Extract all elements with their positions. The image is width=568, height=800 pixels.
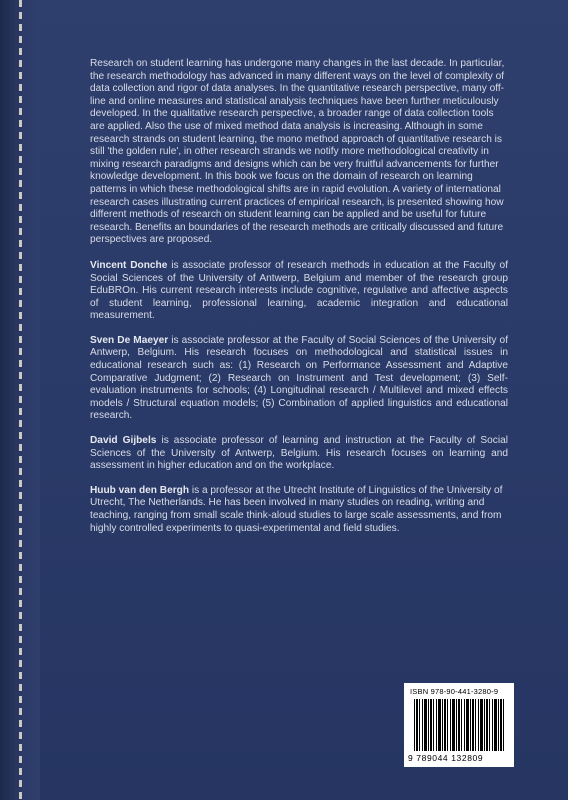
barcode-icon — [414, 699, 506, 751]
book-abstract: Research on student learning has undergone many changes in the last decade. In particular, the research methodology has advanced in many different ways on the level of complexity of data collection and rigor of data analyses. In the quantitative research perspective, many off-line and online measures and statistical analysis techniques have been further meticulously developed. In the qualitative research perspective, a broader range of data collection tools are applied. Also the use of mixed method data analysis is increasing. Although in some research strands on student learning, the mono method approach of quantitative research is still 'the golden rule', in other research strands we notify more methodological creativity in mixing research paradigms and designs which can be very fruitful advancements for further knowledge development. In this book we focus on the domain of research on learning patterns in which these methodological shifts are in rapid evolution. A variety of international research cases illustrating current practices of empirical research, is presented showing how different methods of research on student learning can be applied and be useful for future research. Benefits an boundaries of the research methods are critically discussed and future perspectives are proposed. — [90, 58, 505, 246]
author-name: Vincent Donche — [90, 259, 168, 271]
barcode-number: 9 789044 132809 — [408, 753, 484, 763]
spine-stitching — [19, 0, 22, 800]
author-bio-de-maeyer — [90, 335, 508, 423]
author-name: David Gijbels — [90, 435, 157, 447]
author-bio-gijbels — [90, 435, 508, 473]
author-name: Huub van den Bergh — [90, 484, 190, 496]
author-description: is associate professor at the Faculty of Social Sciences of the University of Antwerp, Belgium. His research focuses on methodological and statistical issues in educational research such as: (1) Research on Performance Assessment and Adaptive Comparative Judgment; (2) Research on Instrument and Test development; (3) Self-evaluation instruments for schools; (4) Longitudinal research / Multilevel and mixed effects models / Structural equation models; (5) Combination of applied linguistics and educational research. — [90, 334, 509, 422]
isbn-label: ISBN 978-90-441-3280-9 — [410, 687, 499, 696]
author-bio-van-den-bergh — [90, 485, 508, 535]
author-bio-donche — [90, 260, 508, 323]
author-description: is a professor at the Utrecht Institute of Linguistics of the University of Utrecht, The Netherlands. He has been involved in many studies on reading, writing and teaching, ranging from small scale think-aloud studies to large scale assessments, and from highly controlled experiments to quasi-experimental and field studies. — [90, 484, 503, 534]
cover-text — [90, 58, 508, 547]
author-description: is associate professor of learning and instruction at the Faculty of Social Sciences of the University of Antwerp, Belgium. His research focuses on learning and assessment in higher education and on the workplace. — [90, 435, 508, 472]
author-description: is associate professor of research methods in education at the Faculty of Social Sciences of the University of Antwerp, Belgium and member of the research group EduBROn. His current research interests include cognitive, regulative and affective aspects of student learning, professional learning, academic integration and educational measurement. — [90, 259, 509, 322]
author-name: Sven De Maeyer — [90, 334, 169, 346]
barcode-panel — [404, 683, 514, 767]
